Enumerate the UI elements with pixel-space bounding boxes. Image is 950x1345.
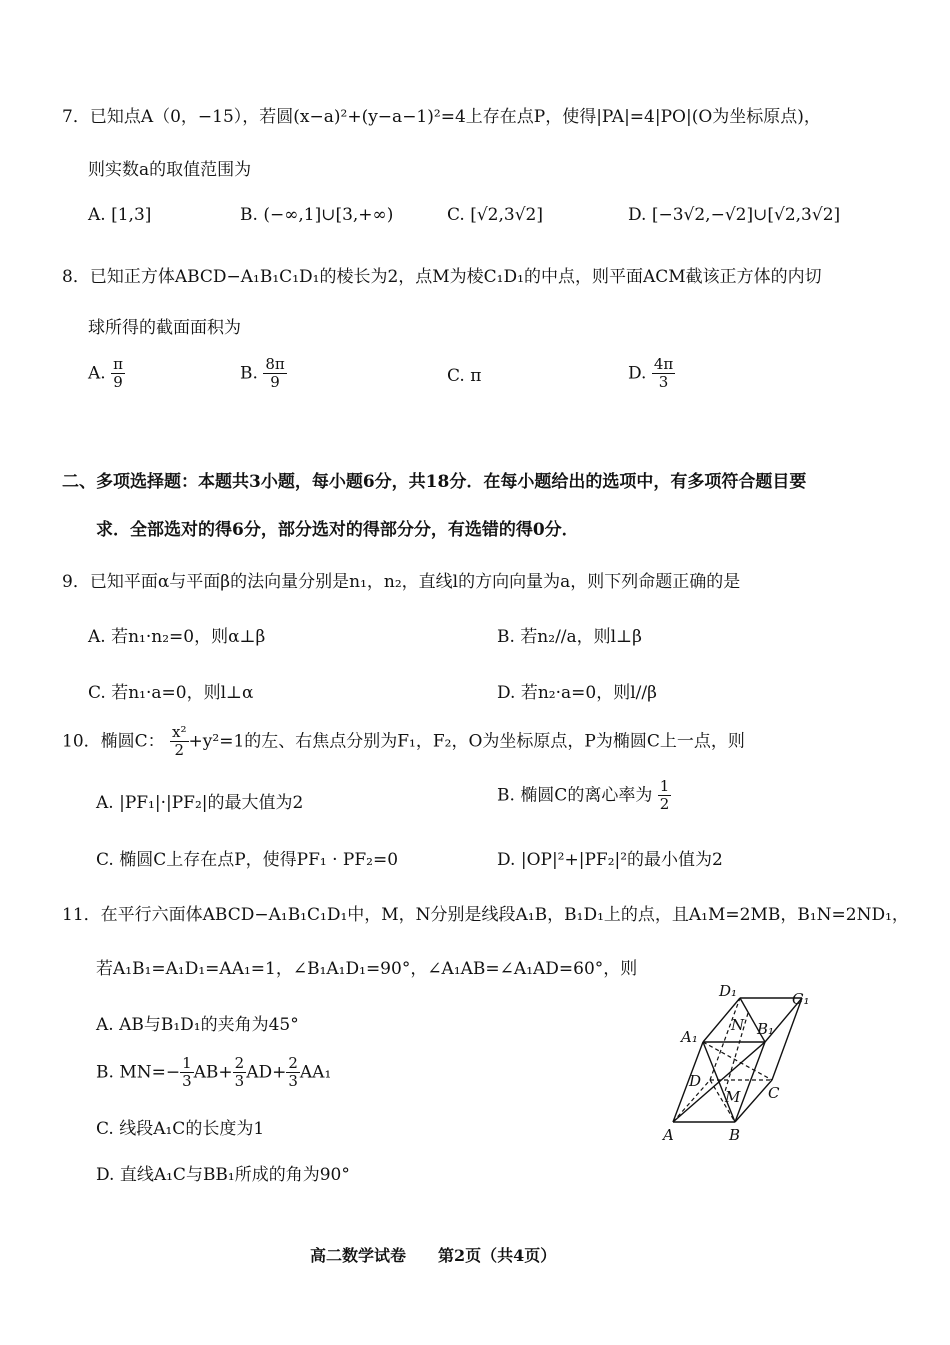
segment-a-b1 [673,1042,765,1122]
q9-option-b: B. 若n₂//a，则l⊥β [497,627,642,647]
label-a1: A₁ [681,1028,698,1046]
q11-stem: 11．在平行六面体ABCD−A₁B₁C₁D₁中，M，N分别是线段A₁B，B₁D₁上的点，且A₁M=2MB，B₁N=2ND₁， [62,905,909,925]
q7-option-b: B. (−∞,1]∪[3,+∞) [240,205,394,225]
q9-option-c: C. 若n₁·a=0，则l⊥α [88,683,254,703]
q8-option-d: D. $\frac{4\pi}{3}$ [628,355,674,392]
q10-option-b: B. 椭圆C的离心率为 $\frac{1}{2}$ [497,777,670,814]
q7-option-d: D. [−3√2,−√2]∪[√2,3√2] [628,205,841,225]
q11-option-d: D. 直线A₁C与BB₁所成的角为90° [96,1165,350,1185]
label-n: N [731,1016,745,1034]
page-footer: 高二数学试卷 第2页（共4页） [310,1246,557,1265]
q10-option-a: A. |PF₁|·|PF₂|的最大值为2 [96,793,304,813]
q8-stem-line2: 球所得的截面面积为 [88,318,241,338]
label-b1: B₁ [757,1020,775,1038]
q10-stem: 10．椭圆C： $\frac{\text{x²}}{2}$ +y²=1的左、右焦点分别为F₁，F₂，O为坐标原点，P为椭圆C上一点，则 [62,723,745,760]
q9-option-a: A. 若n₁·n₂=0，则α⊥β [88,627,266,647]
edge-b-c [735,1080,772,1122]
parallelepiped-figure [655,982,815,1152]
label-m: M [725,1088,741,1106]
q11-stem-line2: 若A₁B₁=A₁D₁=AA₁=1，∠B₁A₁D₁=90°，∠A₁AB=∠A₁AD=60°，则 [96,959,638,979]
q9-stem: 9．已知平面α与平面β的法向量分别是n₁，n₂，直线l的方向向量为a，则下列命题正确的是 [62,572,741,592]
section2-heading-line1: 二、多项选择题：本题共3小题，每小题6分，共18分．在每小题给出的选项中，有多项符合题目要 [62,472,807,492]
label-c: C [768,1084,780,1102]
q8-stem: 8．已知正方体ABCD−A₁B₁C₁D₁的棱长为2，点M为棱C₁D₁的中点，则平面ACM截该正方体的内切 [62,267,822,287]
q11-option-a: A. AB与B₁D₁的夹角为45° [96,1015,299,1035]
q8-option-a: A. $\frac{\pi}{9}$ [88,355,123,392]
q7-stem-line2: 则实数a的取值范围为 [88,160,252,180]
q11-option-c: C. 线段A₁C的长度为1 [96,1119,265,1139]
label-d: D [689,1072,702,1090]
label-c1: C₁ [792,990,810,1008]
q7-stem: 7．已知点A（0，−15），若圆(x−a)²+(y−a−1)²=4上存在点P，使得|PA|=4|PO|(O为坐标原点)， [62,107,821,127]
q10-option-c: C. 椭圆C上存在点P，使得PF₁ · PF₂=0 [96,850,399,870]
q8-option-c: C. π [447,366,482,386]
edge-c-c1 [772,998,802,1080]
label-b: B [729,1126,741,1144]
q7-option-a: A. [1,3] [88,205,152,225]
q10-option-d: D. |OP|²+|PF₂|²的最小值为2 [497,850,723,870]
edge-b-b1 [735,1042,765,1122]
q11-option-b: B. MN=− $\frac{1}{3}$ AB+ $\frac{2}{3}$ AD+ $\frac{2}{3}$ AA₁ [96,1054,332,1091]
section2-heading-line2: 求．全部选对的得6分，部分选对的得部分分，有选错的得0分． [96,520,579,540]
label-a: A [663,1126,674,1144]
label-d1: D₁ [719,982,738,1000]
q9-option-d: D. 若n₂·a=0，则l//β [497,683,657,703]
q8-option-b: B. $\frac{8\pi}{9}$ [240,355,285,392]
q7-option-c: C. [√2,3√2] [447,205,543,225]
